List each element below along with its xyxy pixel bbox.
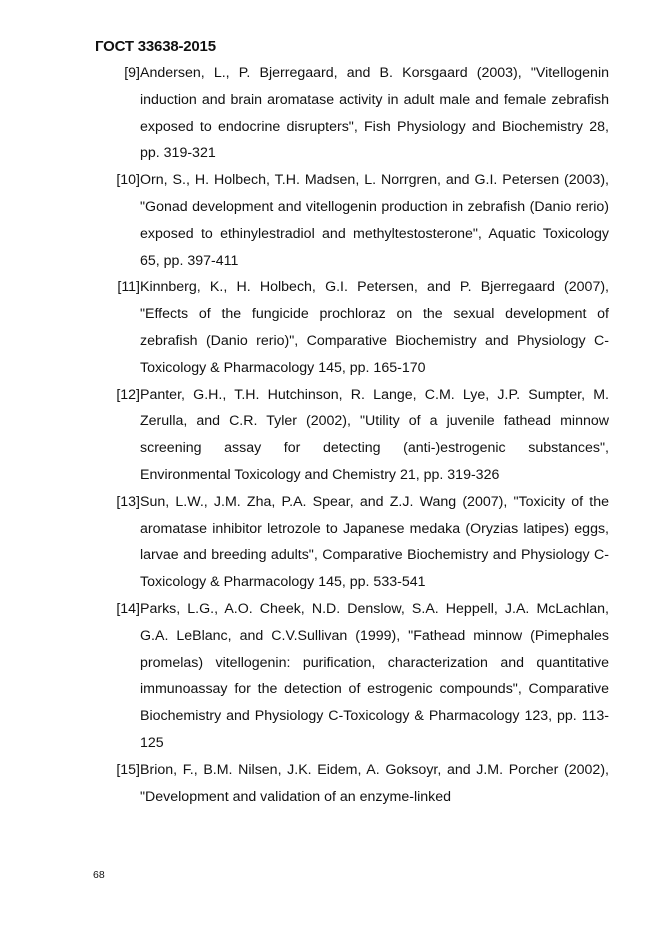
reference-number: [9] xyxy=(124,65,140,81)
reference-text: Sun, L.W., J.M. Zha, P.A. Spear, and Z.J. Wang (2007), "Toxicity of the aromatase inhibitor letrozole to Japanese medaka (Oryzias latipes) eggs, larvae and breeding adults", Comparative Biochemistry and Physiology C-Toxicology & Pharmacology 145, pp. 533-541 xyxy=(140,493,609,591)
reference-number: [14] xyxy=(116,600,140,617)
document-header: ГОСТ 33638-2015 xyxy=(95,38,216,55)
reference-list xyxy=(95,60,609,810)
reference-text: Orn, S., H. Holbech, T.H. Madsen, L. Norrgren, and G.I. Petersen (2003), "Gonad development and vitellogenin production in zebrafish (Danio rerio) exposed to ethinylestradiol and methyltestosterone", Aquatic Toxicology 65, pp. 397-411 xyxy=(140,172,609,269)
reference-item xyxy=(95,167,609,274)
reference-item xyxy=(95,274,609,381)
page-number: 68 xyxy=(93,869,105,881)
reference-number: [10] xyxy=(116,172,140,189)
reference-number: [13] xyxy=(116,493,140,510)
reference-text: Kinnberg, K., H. Holbech, G.I. Petersen, and P. Bjerregaard (2007), "Effects of the fungicide prochloraz on the sexual development of zebrafish (Danio rerio)", Comparative Biochemistry and Physiology C-Toxicology & Pharmacology 145, pp. 165-170 xyxy=(140,279,609,376)
reference-item xyxy=(95,382,609,489)
reference-item xyxy=(95,60,609,167)
reference-text: Parks, L.G., A.O. Cheek, N.D. Denslow, S.A. Heppell, J.A. McLachlan, G.A. LeBlanc, and C.V.Sullivan (1999), "Fathead minnow (Pimephales promelas) vitellogenin: purification, characterization and quantitative immunoassay for the detection of estrogenic compounds", Comparative Biochemistry and Physiology C-Toxicology & Pharmacology 123, pp. 113-125 xyxy=(140,600,609,751)
reference-number: [11] xyxy=(117,279,140,296)
reference-item xyxy=(95,489,609,596)
reference-text: Panter, G.H., T.H. Hutchinson, R. Lange, C.M. Lye, J.P. Sumpter, M. Zerulla, and C.R. Tyler (2002), "Utility of a juvenile fathead minnow screening assay for detecting (anti-)estrogenic substances", Environmental Toxicology and Chemistry 21, pp. 319-326 xyxy=(140,386,609,483)
reference-item xyxy=(95,596,609,757)
reference-item xyxy=(95,757,609,811)
reference-number: [12] xyxy=(116,386,140,403)
reference-number: [15] xyxy=(116,761,140,778)
reference-text: Andersen, L., P. Bjerregaard, and B. Korsgaard (2003), "Vitellogenin induction and brain aromatase activity in adult male and female zebrafish exposed to endocrine disrupters", Fish Physiology and Biochemistry 28, pp. 319-321 xyxy=(140,65,609,162)
reference-text: Brion, F., B.M. Nilsen, J.K. Eidem, A. Goksoyr, and J.M. Porcher (2002), "Development and validation of an enzyme-linked xyxy=(140,761,609,805)
